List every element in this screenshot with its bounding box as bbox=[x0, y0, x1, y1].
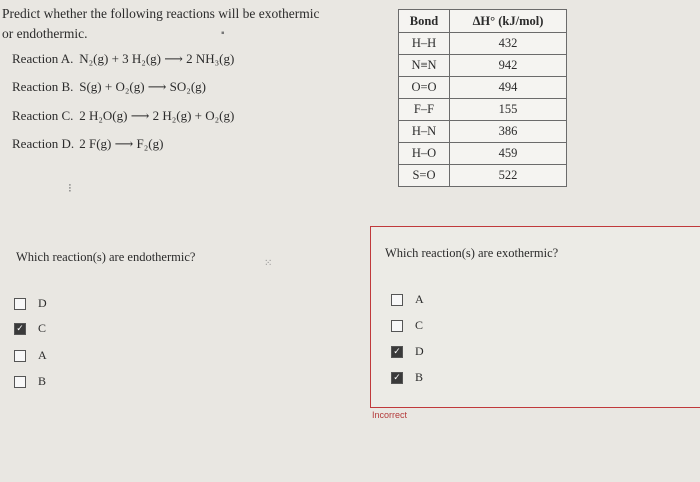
header-enthalpy: ΔH° (kJ/mol) bbox=[450, 10, 567, 33]
endo-option-a[interactable] bbox=[14, 348, 47, 363]
enthalpy-cell: 942 bbox=[450, 55, 567, 77]
checkbox[interactable] bbox=[14, 376, 26, 388]
enthalpy-cell: 432 bbox=[450, 33, 567, 55]
bond-cell: F–F bbox=[399, 99, 450, 121]
bond-cell: S=O bbox=[399, 165, 450, 187]
reaction-label: Reaction A. bbox=[12, 51, 74, 66]
bond-cell: N≡N bbox=[399, 55, 450, 77]
reaction-equation: S(g) + O₂(g) ⟶ SO₂(g) bbox=[79, 79, 206, 94]
bond-cell: H–O bbox=[399, 143, 450, 165]
reaction-c bbox=[12, 108, 234, 124]
exo-option-d[interactable] bbox=[391, 344, 424, 359]
option-label: B bbox=[415, 370, 424, 384]
reaction-d bbox=[12, 136, 163, 152]
exo-option-b[interactable] bbox=[391, 370, 423, 385]
option-label: B bbox=[38, 374, 47, 388]
question-prompt bbox=[2, 4, 320, 44]
reaction-equation: 2 H₂O(g) ⟶ 2 H₂(g) + O₂(g) bbox=[79, 108, 235, 123]
enthalpy-cell: 386 bbox=[450, 121, 567, 143]
bond-enthalpy-table bbox=[398, 9, 567, 187]
table-row bbox=[399, 33, 567, 55]
option-label: A bbox=[38, 348, 47, 362]
bond-cell: O=O bbox=[399, 77, 450, 99]
table-row bbox=[399, 99, 567, 121]
bond-cell: H–H bbox=[399, 33, 450, 55]
enthalpy-cell: 522 bbox=[450, 165, 567, 187]
enthalpy-cell: 155 bbox=[450, 99, 567, 121]
option-label: A bbox=[415, 292, 424, 306]
checkbox[interactable] bbox=[14, 350, 26, 362]
table-row bbox=[399, 165, 567, 187]
feedback-incorrect: Incorrect bbox=[372, 410, 408, 420]
stray-mark: ⁝ bbox=[68, 181, 72, 195]
table-row bbox=[399, 121, 567, 143]
table-row bbox=[399, 77, 567, 99]
enthalpy-cell: 459 bbox=[450, 143, 567, 165]
stray-mark: ▪ bbox=[221, 28, 225, 39]
reaction-equation: 2 F(g) ⟶ F₂(g) bbox=[79, 136, 164, 151]
option-label: D bbox=[415, 344, 424, 358]
option-label: C bbox=[415, 318, 424, 332]
header-bond: Bond bbox=[399, 10, 450, 33]
option-label: C bbox=[38, 321, 47, 335]
reaction-label: Reaction D. bbox=[12, 136, 75, 151]
reaction-b bbox=[12, 79, 206, 95]
endo-option-d[interactable] bbox=[14, 296, 47, 311]
endothermic-question: Which reaction(s) are endothermic? bbox=[16, 250, 196, 264]
checkbox-checked[interactable]: ✓ bbox=[14, 323, 26, 335]
reaction-a bbox=[12, 51, 234, 67]
reaction-equation: N₂(g) + 3 H₂(g) ⟶ 2 NH₃(g) bbox=[79, 51, 235, 66]
table-header-row bbox=[399, 10, 567, 33]
option-label: D bbox=[38, 296, 47, 310]
table-row bbox=[399, 143, 567, 165]
endo-option-c[interactable] bbox=[14, 321, 46, 336]
exo-option-a[interactable] bbox=[391, 292, 424, 307]
exo-option-c[interactable] bbox=[391, 318, 423, 333]
prompt-line-1: Predict whether the following reactions will be exothermic bbox=[2, 6, 320, 21]
bond-cell: H–N bbox=[399, 121, 450, 143]
reaction-label: Reaction C. bbox=[12, 108, 74, 123]
enthalpy-cell: 494 bbox=[450, 77, 567, 99]
checkbox[interactable] bbox=[391, 294, 403, 306]
prompt-line-2: or endothermic. bbox=[2, 26, 88, 41]
exothermic-answer-panel bbox=[370, 226, 700, 408]
checkbox-checked[interactable]: ✓ bbox=[391, 346, 403, 358]
table-row bbox=[399, 55, 567, 77]
checkbox[interactable] bbox=[14, 298, 26, 310]
checkbox-checked[interactable]: ✓ bbox=[391, 372, 403, 384]
stray-mark: ⁙ bbox=[264, 258, 273, 269]
endo-option-b[interactable] bbox=[14, 374, 46, 389]
checkbox[interactable] bbox=[391, 320, 403, 332]
exothermic-question: Which reaction(s) are exothermic? bbox=[385, 246, 559, 260]
reaction-label: Reaction B. bbox=[12, 79, 74, 94]
